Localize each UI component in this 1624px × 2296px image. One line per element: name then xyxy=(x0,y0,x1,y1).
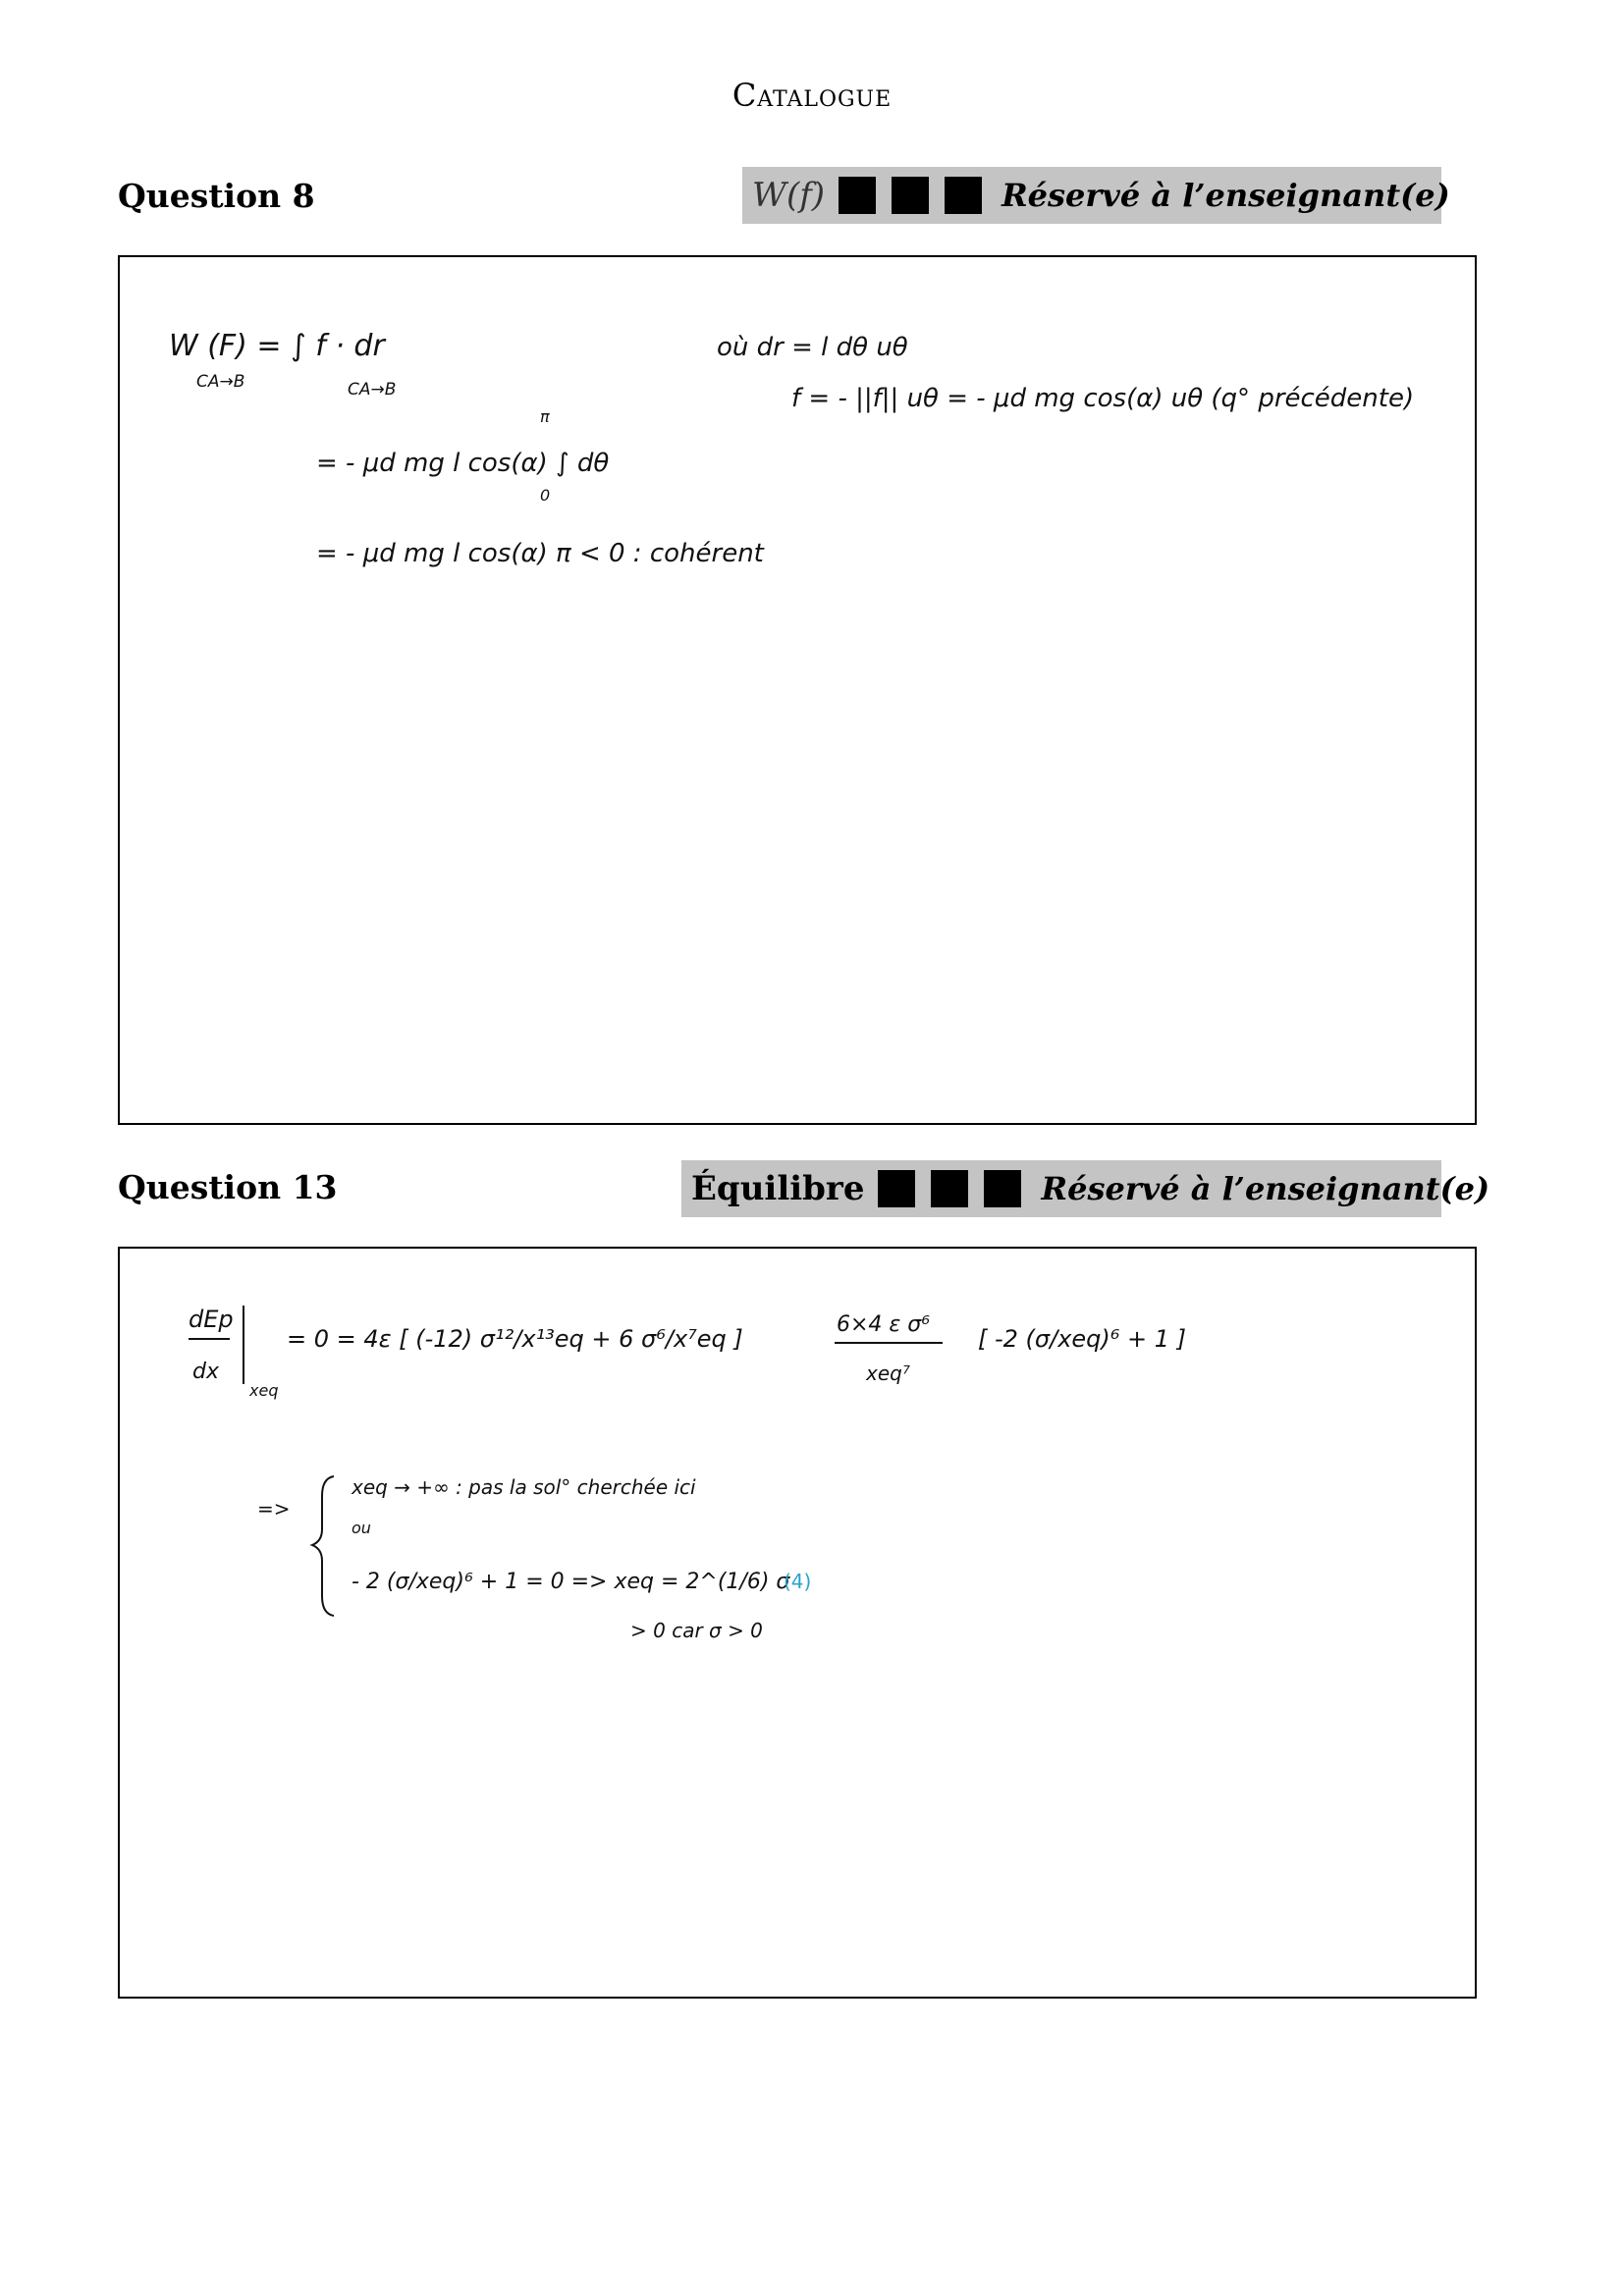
grade-box-3[interactable] xyxy=(984,1170,1021,1207)
hw-line-4: = - μd mg l cos(α) π < 0 : cohérent xyxy=(316,539,764,568)
question-13-answer-box[interactable] xyxy=(118,1247,1477,1999)
question-8-criterion: W(f) xyxy=(752,176,826,215)
hw-line-1-sub: CA→B xyxy=(196,372,245,392)
grade-box-2[interactable] xyxy=(931,1170,968,1207)
grade-box-1[interactable] xyxy=(839,177,876,214)
grade-box-2[interactable] xyxy=(892,177,929,214)
hw-case-or: ou xyxy=(352,1519,371,1537)
question-8-answer-box[interactable] xyxy=(118,255,1477,1125)
question-8-label: Question 8 xyxy=(118,177,315,215)
question-8-handwriting xyxy=(120,257,1479,1127)
hw-deriv-den: dx xyxy=(192,1360,219,1384)
hw-case-2: - 2 (σ/xeq)⁶ + 1 = 0 => xeq = 2^(1/6) σ xyxy=(352,1570,790,1594)
question-13-label: Question 13 xyxy=(118,1168,338,1206)
hw-deriv-at: xeq xyxy=(249,1381,279,1400)
hw-implies: => xyxy=(257,1497,291,1521)
hw-line-1-right: où dr = l dθ uθ xyxy=(717,333,908,362)
hw-line-3: = - μd mg l cos(α) ∫ dθ xyxy=(316,449,610,478)
hw-brace xyxy=(312,1476,334,1616)
hw-eq-1-bracket: [ -2 (σ/xeq)⁶ + 1 ] xyxy=(978,1325,1187,1353)
grade-box-1[interactable] xyxy=(878,1170,915,1207)
hw-mark: (4) xyxy=(784,1570,812,1593)
hw-eq-1-right-num: 6×4 ε σ⁶ xyxy=(837,1312,931,1337)
hw-eq-1-right-den: xeq⁷ xyxy=(866,1362,910,1385)
hw-deriv-num: dEp xyxy=(189,1306,234,1333)
hw-case-1: xeq → +∞ : pas la sol° cherchée ici xyxy=(352,1475,696,1499)
hw-eq-1: = 0 = 4ε [ (-12) σ¹²/x¹³eq + 6 σ⁶/x⁷eq ] xyxy=(287,1325,743,1353)
question-8-grading-bar xyxy=(742,167,1450,224)
question-8-reserved-label: Réservé à l’enseignant(e) xyxy=(1001,177,1450,214)
hw-line-2-right: f = - ||f|| uθ = - μd mg cos(α) uθ (q° précédente) xyxy=(791,384,1415,413)
question-13-reserved-label: Réservé à l’enseignant(e) xyxy=(1041,1170,1490,1207)
question-13-handwriting xyxy=(120,1249,1479,2001)
hw-line-3-lim-top: π xyxy=(540,407,550,426)
hw-case-3: > 0 car σ > 0 xyxy=(630,1619,763,1642)
grade-box-3[interactable] xyxy=(945,177,982,214)
question-13-criterion: Équilibre xyxy=(691,1169,865,1208)
question-13-grading-bar xyxy=(681,1160,1490,1217)
hw-line-3-lim-bot: 0 xyxy=(540,486,551,505)
hw-line-1-int-sub: CA→B xyxy=(348,380,397,400)
hw-line-1: W (F) = ∫ f · dr xyxy=(169,329,385,363)
page-header: Catalogue xyxy=(731,77,893,114)
